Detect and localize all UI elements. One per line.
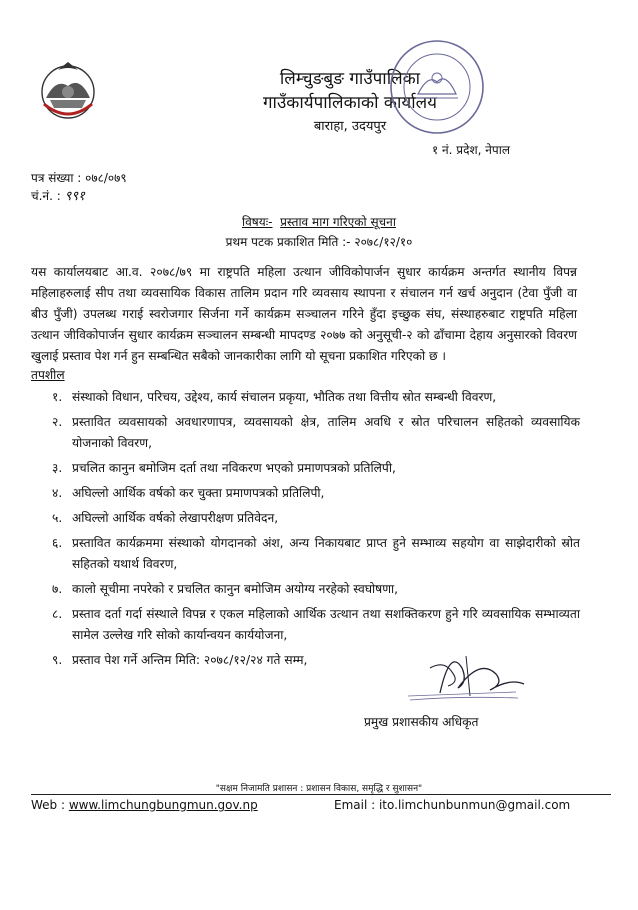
- list-item: ५. अघिल्लो आर्थिक वर्षको लेखापरीक्षण प्रतिवेदन,: [52, 511, 279, 525]
- office-address: बाराहा, उदयपुर: [313, 119, 387, 134]
- list-item: २. प्रस्तावित व्यवसायको अवधारणापत्र, व्यवसायको क्षेत्र, तालिम अवधि र स्रोत परिचालन सहितको व्यवसायिक योजनाको विवरण,: [52, 415, 580, 450]
- footer-divider: [31, 794, 611, 795]
- office-name: लिम्चुङबुङ गाउँपालिका: [279, 69, 421, 89]
- footer-slogan: "सक्षम निजामति प्रशासन : प्रशासन विकास, समृद्धि र सुशासन": [215, 784, 423, 794]
- officer-signature: [400, 638, 530, 708]
- notice-body: यस कार्यालयबाट आ.व. २०७८/७९ मा राष्ट्रपति महिला उत्थान जीविकोपार्जन सुधार कार्यक्रम अन्तर्गत स्थानीय विपन्न महिलाहरुलाई सीप तथा व्यवसायिक विकास तालिम प्रदान गरि व्यवसाय स्थापना र संचालन गर्न खर्च अनुदान (टेवा पुँजी वा बीउ पुँजी) उपलब्ध गराई स्वरोजगार सिर्जना गर्ने कार्यक्रम सञ्चालन गरिने हुँदा इच्छुक संघ, संस्थाहरुबाट राष्ट्रपति महिला उत्थान जीविकोपार्जन सुधार कार्यक्रम सञ्चालन सम्बन्धी मापदण्ड २०७७ को अनुसूची-२ को ढाँचामा देहाय अनुसारको विवरण खुलाई प्रस्ताव पेश गर्न हुन सम्बन्धित सबैको जानकारीका लागि यो सूचना प्रकाशित गरिएको छ ।: [31, 265, 577, 363]
- list-item: १. संस्थाको विधान, परिचय, उद्देश्य, कार्य संचालन प्रकृया, भौतिक तथा वित्तीय स्रोत सम्बन्धी विवरण,: [52, 390, 497, 404]
- email-info: Email : ito.limchunbunmun@gmail.com: [334, 798, 571, 812]
- signatory-title: प्रमुख प्रशासकीय अधिकृत: [364, 715, 479, 729]
- website-link[interactable]: www.limchungbungmun.gov.np: [68, 798, 258, 812]
- list-item: ४. अघिल्लो आर्थिक वर्षको कर चुक्ता प्रमाणपत्रको प्रतिलिपी,: [52, 486, 325, 500]
- checklist: [52, 387, 580, 671]
- list-item: ९. प्रस्ताव पेश गर्ने अन्तिम मिति: २०७८/१२/२४ गते सम्म,: [52, 653, 308, 667]
- list-item: ३. प्रचलित कानुन बमोजिम दर्ता तथा नविकरण भएको प्रमाणपत्रको प्रतिलिपी,: [52, 461, 396, 475]
- subject-line: विषयः- प्रस्ताव माग गरिएको सूचना: [242, 215, 396, 229]
- reference-number: पत्र संख्या : ०७८/०७९: [31, 171, 127, 185]
- website-info: Web : www.limchungbungmun.gov.np: [31, 798, 258, 812]
- publication-date: प्रथम पटक प्रकाशित मिति :- २०७८/१२/१०: [225, 235, 413, 249]
- list-item: ६. प्रस्तावित कार्यक्रममा संस्थाको योगदानको अंश, अन्य निकायबाट प्राप्त हुने सम्भाव्य सहयोग वा साझेदारीको स्रोत सहितको यथार्थ विवरण,: [52, 536, 580, 571]
- list-item: ८. प्रस्ताव दर्ता गर्दा संस्थाले विपन्न र एकल महिलाको आर्थिक उत्थान तथा सशक्तिकरण हुने गरि व्यवसायिक सम्भाव्यता सामेल उल्लेख गरि सोको कार्यान्वयन कार्ययोजना,: [52, 607, 580, 642]
- province-label: १ नं. प्रदेश, नेपाल: [431, 143, 510, 157]
- email-address[interactable]: ito.limchunbunmun@gmail.com: [378, 798, 571, 812]
- nepal-emblem-icon: [36, 58, 100, 122]
- dispatch-number: चं.नं. : ९९१: [31, 189, 85, 204]
- office-subtitle: गाउँकार्यपालिकाको कार्यालय: [262, 93, 438, 113]
- office-seal-stamp: [388, 38, 486, 136]
- checklist-heading: तपशील: [31, 368, 65, 382]
- list-item: ७. कालो सूचीमा नपरेको र प्रचलित कानुन बमोजिम अयोग्य नरहेको स्वघोषणा,: [52, 582, 399, 596]
